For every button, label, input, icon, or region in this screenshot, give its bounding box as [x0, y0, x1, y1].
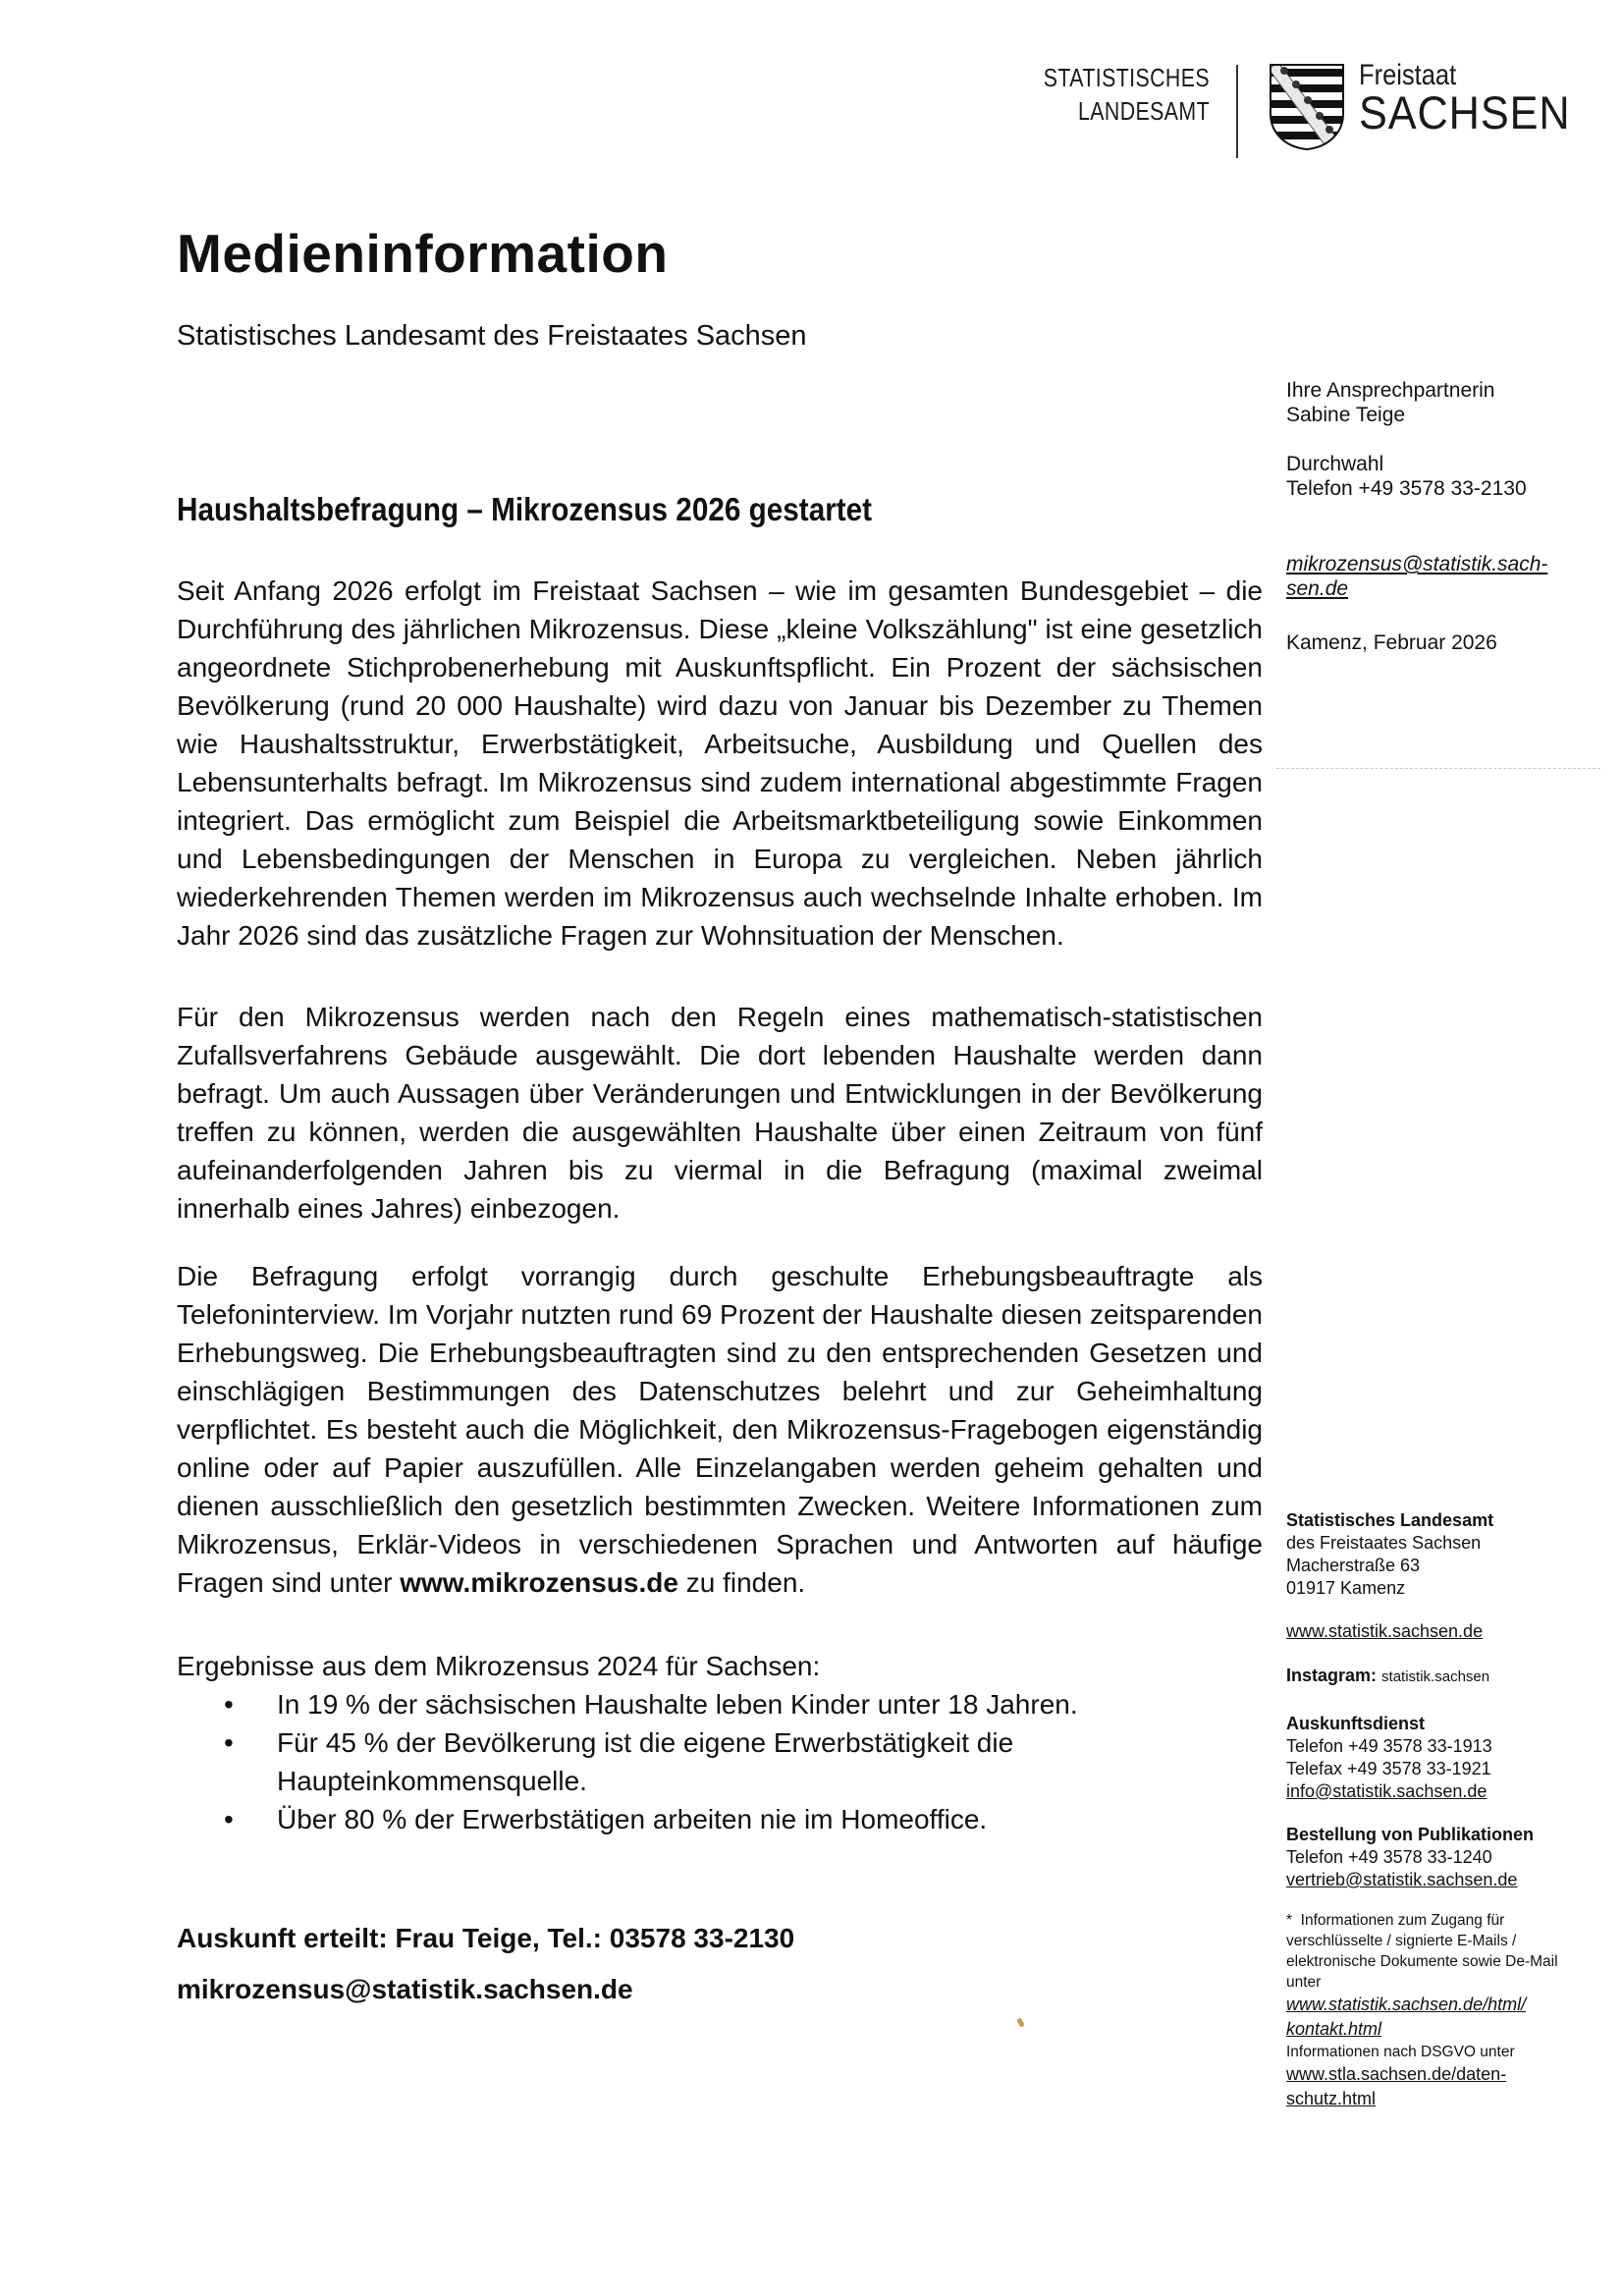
- service-label: Auskunftsdienst: [1286, 1714, 1426, 1733]
- contact-footer: [177, 1913, 794, 2015]
- dial-label: Durchwahl: [1286, 453, 1384, 475]
- place-date: Kamenz, Februar 2026: [1286, 631, 1497, 654]
- contact-email[interactable]: mikrozensus@statistik.sachsen.de: [177, 1974, 633, 2004]
- office-name-line2: LANDESAMT: [1077, 96, 1210, 126]
- contact-email-part2[interactable]: sen.de: [1286, 577, 1349, 600]
- contact-label: Ihre Ansprechpartnerin: [1286, 379, 1495, 402]
- contact-email-link[interactable]: [1286, 552, 1547, 601]
- state-name-line1: Freistaat: [1359, 59, 1457, 91]
- bullet-icon: •: [224, 1804, 234, 1834]
- paragraph-2-text: Für den Mikrozensus werden nach den Regeln eines mathematisch-statistischen Zufallsverfahrens Gebäude ausgewählt. Die dort lebenden Haushalte werden dann befragt. Um auch Aussagen über Veränderungen und Entwicklungen in der Bevölkerung treffen zu können, werden die ausgewählten Haushalte über einen Zeitraum von fünf aufeinanderfolgenden Jahren bis zu viermal in die Befragung (maximal zweimal innerhalb eines Jahres) einbezogen.: [177, 1002, 1263, 1224]
- paragraph-1: [177, 572, 1263, 955]
- logo-divider: [1236, 65, 1238, 158]
- contact-page-link-1[interactable]: www.statistik.sachsen.de/html/: [1286, 1995, 1527, 2014]
- contact-info-line: Auskunft erteilt: Frau Teige, Tel.: 03578 33-2130: [177, 1923, 795, 1953]
- asterisk-icon: *: [1286, 1912, 1293, 1929]
- paragraph-3-text: Die Befragung erfolgt vorrangig durch geschulte Erhebungsbeauftragte als Telefoninterview. Im Vorjahr nutzten rund 69 Prozent der Haushalte diesen zeitsparenden Erhebungsweg. Die Erhebungsbeauftragten sind zu den entsprechenden Gesetzen und einschlägigen Bestimmungen des Datenschutzes belehrt und zur Geheimhaltung verpflichtet. Es besteht auch die Möglichkeit, den Mikrozensus-Fragebogen eigenständig online oder auf Papier auszufüllen. Alle Einzelangaben werden geheim gehalten und dienen ausschließlich den gesetzlich bestimmten Zwecken. Weitere Informationen zum Mikrozensus, Erklär-Videos in verschiedenen Sprachen und Antworten auf häufige Fragen sind unter: [177, 1261, 1263, 1598]
- org-name-line2: des Freistaates Sachsen: [1286, 1533, 1482, 1553]
- office-logo-text: [1023, 61, 1210, 128]
- bullet-icon: •: [224, 1689, 234, 1720]
- results-intro: Ergebnisse aus dem Mikrozensus 2024 für Sachsen:: [177, 1651, 821, 1681]
- dsgvo-text: Informationen nach DSGVO unter: [1286, 2044, 1515, 2060]
- paragraph-3: [177, 1257, 1263, 1602]
- list-item: • Für 45 % der Bevölkerung ist die eigene Erwerbstätigkeit die Haupteinkommensquelle.: [277, 1723, 1263, 1800]
- paragraph-1-text: Seit Anfang 2026 erfolgt im Freistaat Sachsen – wie im gesamten Bundesgebiet – die Durchführung des jährlichen Mikrozensus. Diese „kleine Volkszählung" ist eine gesetzlich angeordnete Stichprobenerhebung mit Auskunftspflicht. Ein Prozent der sächsischen Bevölkerung (rund 20 000 Haushalte) wird dazu von Januar bis Dezember zu Themen wie Haushaltsstruktur, Erwerbstätigkeit, Arbeitsuche, Ausbildung und Quellen des Lebensunterhalts befragt. Im Mikrozensus sind zudem international abgestimmte Fragen integriert. Das ermöglicht zum Beispiel die Arbeitsmarktbeteiligung sowie Einkommen und Lebensbedingungen der Menschen in Europa zu vergleichen. Neben jährlich wiederkehrenden Themen werden im Mikrozensus auch wechselnde Inhalte erhoben. Im Jahr 2026 sind das zusätzliche Fragen zur Wohnsituation der Menschen.: [177, 575, 1263, 951]
- page-title: Medieninformation: [177, 223, 669, 284]
- org-street: Macherstraße 63: [1286, 1556, 1421, 1575]
- paragraph-3-tail: zu finden.: [677, 1567, 806, 1598]
- org-address-block: [1286, 1509, 1581, 1600]
- contact-name: Sabine Teige: [1286, 404, 1406, 426]
- contact-person-block: [1286, 378, 1494, 427]
- instagram-handle[interactable]: statistik.sachsen: [1381, 1668, 1490, 1685]
- service-block: [1286, 1713, 1581, 1803]
- contact-email-part1[interactable]: mikrozensus@statistik.sach-: [1286, 553, 1548, 575]
- orders-label: Bestellung von Publikationen: [1286, 1825, 1535, 1844]
- office-name-line1: STATISTISCHES: [1043, 63, 1210, 92]
- mikrozensus-website-link[interactable]: www.mikrozensus.de: [400, 1567, 678, 1598]
- contact-page-link-2[interactable]: kontakt.html: [1286, 2019, 1382, 2039]
- note-text: Informationen zum Zugang für verschlüsselte / signierte E-Mails / elektronische Dokumente sowie De-Mail unter: [1286, 1912, 1558, 1991]
- contact-phone: Telefon +49 3578 33-2130: [1286, 477, 1527, 500]
- instagram-line: [1286, 1665, 1581, 1688]
- scan-artifact-speck: [1016, 2017, 1025, 2027]
- org-city: 01917 Kamenz: [1286, 1578, 1406, 1598]
- paragraph-2: [177, 998, 1263, 1228]
- service-phone: Telefon +49 3578 33-1913: [1286, 1736, 1492, 1756]
- results-section: [177, 1647, 1263, 1838]
- bullet-icon: •: [224, 1727, 234, 1758]
- results-list: [177, 1685, 1263, 1838]
- orders-email-link[interactable]: vertrieb@statistik.sachsen.de: [1286, 1870, 1518, 1889]
- saxony-coat-of-arms-icon: [1269, 63, 1345, 151]
- service-email-link[interactable]: info@statistik.sachsen.de: [1286, 1781, 1488, 1801]
- dial-block: [1286, 452, 1527, 501]
- encryption-note-block: [1286, 1910, 1581, 2111]
- org-website-link[interactable]: www.statistik.sachsen.de: [1286, 1621, 1484, 1641]
- org-name: Statistisches Landesamt: [1286, 1510, 1494, 1530]
- state-name-line2: SACHSEN: [1359, 86, 1571, 138]
- orders-block: [1286, 1824, 1581, 1891]
- scan-artifact-line: [1276, 768, 1600, 770]
- list-item: • Über 80 % der Erwerbstätigen arbeiten nie im Homeoffice.: [277, 1800, 1263, 1838]
- orders-phone: Telefon +49 3578 33-1240: [1286, 1847, 1492, 1867]
- service-fax: Telefax +49 3578 33-1921: [1286, 1759, 1491, 1778]
- article-heading: Haushaltsbefragung – Mikrozensus 2026 gestartet: [177, 491, 873, 527]
- dsgvo-link-2[interactable]: schutz.html: [1286, 2089, 1377, 2108]
- page-subtitle: Statistisches Landesamt des Freistaates Sachsen: [177, 320, 807, 352]
- list-item: • In 19 % der sächsischen Haushalte leben Kinder unter 18 Jahren.: [277, 1685, 1263, 1723]
- instagram-label: Instagram:: [1286, 1666, 1378, 1685]
- dsgvo-link-1[interactable]: www.stla.sachsen.de/daten-: [1286, 2064, 1507, 2084]
